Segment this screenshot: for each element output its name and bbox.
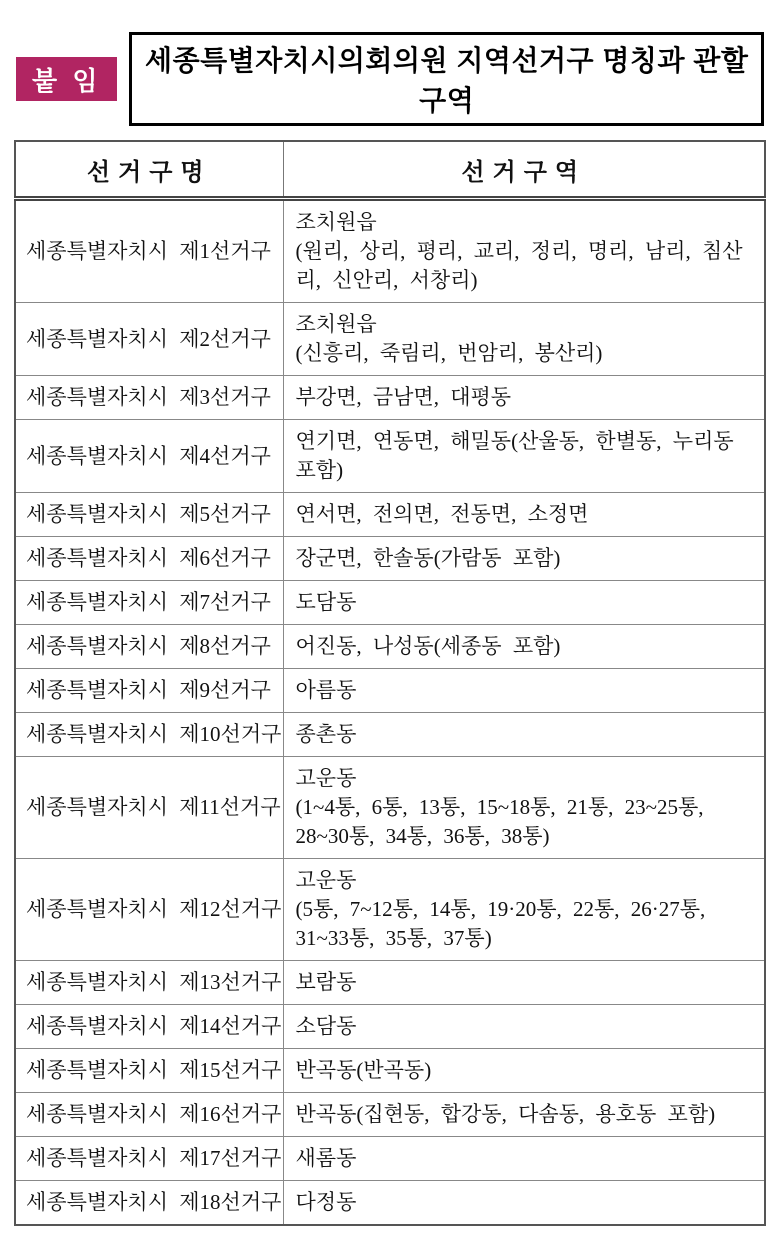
area-line: 부강면, 금남면, 대평동 (295, 385, 512, 409)
district-name-cell: 세종특별자치시 제14선거구 (15, 1005, 283, 1049)
document-header (16, 32, 764, 126)
table-row (15, 1181, 765, 1226)
district-name-cell: 세종특별자치시 제4선거구 (15, 420, 283, 493)
district-name-cell: 세종특별자치시 제6선거구 (15, 537, 283, 581)
district-area-cell (283, 537, 765, 581)
column-header-district-area: 선거구역 (283, 141, 765, 199)
district-name-cell: 세종특별자치시 제1선거구 (15, 199, 283, 303)
area-line: 어진동, 나성동(세종동 포함) (295, 634, 561, 658)
district-area-cell (283, 713, 765, 757)
area-line: 도담동 (295, 590, 357, 614)
table-row (15, 859, 765, 961)
district-name-cell: 세종특별자치시 제5선거구 (15, 493, 283, 537)
district-table-header (15, 141, 765, 199)
table-row (15, 376, 765, 420)
area-line: 조치원읍 (295, 312, 377, 336)
area-line: 다정동 (295, 1190, 357, 1214)
table-row (15, 581, 765, 625)
district-name-cell: 세종특별자치시 제9선거구 (15, 669, 283, 713)
area-line: (신흥리, 죽림리, 번암리, 봉산리) (295, 341, 603, 365)
district-name-cell: 세종특별자치시 제10선거구 (15, 713, 283, 757)
district-area-cell (283, 376, 765, 420)
district-area-cell (283, 1049, 765, 1093)
area-line: 조치원읍 (295, 210, 377, 234)
table-row (15, 669, 765, 713)
area-line: 반곡동(집현동, 합강동, 다솜동, 용호동 포함) (295, 1102, 716, 1126)
table-row (15, 713, 765, 757)
table-row (15, 1005, 765, 1049)
area-line: 연기면, 연동면, 해밀동(산울동, 한별동, 누리동 포함) (295, 429, 734, 482)
district-name-cell: 세종특별자치시 제8선거구 (15, 625, 283, 669)
table-row (15, 961, 765, 1005)
district-area-cell (283, 303, 765, 376)
district-name-cell: 세종특별자치시 제16선거구 (15, 1093, 283, 1137)
district-table-body (15, 199, 765, 1226)
table-row (15, 303, 765, 376)
table-row (15, 493, 765, 537)
district-table (14, 140, 766, 1226)
area-line: (5통, 7~12통, 14통, 19·20통, 22통, 26·27통, 31~33통, 35통, 37통) (295, 897, 706, 950)
district-area-cell (283, 581, 765, 625)
area-line: (1~4통, 6통, 13통, 15~18통, 21통, 23~25통, 28~30통, 34통, 36통, 38통) (295, 795, 704, 848)
table-row (15, 420, 765, 493)
district-area-cell (283, 669, 765, 713)
district-area-cell (283, 625, 765, 669)
table-row (15, 537, 765, 581)
district-area-cell (283, 199, 765, 303)
page-title: 세종특별자치시의회의원 지역선거구 명칭과 관할구역 (129, 32, 764, 126)
area-line: (원리, 상리, 평리, 교리, 정리, 명리, 남리, 침산리, 신안리, 서창리) (295, 239, 743, 292)
district-name-cell: 세종특별자치시 제11선거구 (15, 757, 283, 859)
district-area-cell (283, 961, 765, 1005)
area-line: 새롬동 (295, 1146, 357, 1170)
header-row (15, 141, 765, 199)
table-row (15, 199, 765, 303)
column-header-district-name: 선거구명 (15, 141, 283, 199)
district-name-cell: 세종특별자치시 제17선거구 (15, 1137, 283, 1181)
area-line: 보람동 (295, 970, 357, 994)
district-name-cell: 세종특별자치시 제12선거구 (15, 859, 283, 961)
district-area-cell (283, 757, 765, 859)
district-name-cell: 세종특별자치시 제3선거구 (15, 376, 283, 420)
district-area-cell (283, 420, 765, 493)
district-name-cell: 세종특별자치시 제7선거구 (15, 581, 283, 625)
district-area-cell (283, 859, 765, 961)
table-row (15, 757, 765, 859)
attachment-badge: 붙 임 (16, 57, 117, 101)
district-name-cell: 세종특별자치시 제13선거구 (15, 961, 283, 1005)
district-name-cell: 세종특별자치시 제18선거구 (15, 1181, 283, 1226)
district-area-cell (283, 1005, 765, 1049)
area-line: 소담동 (295, 1014, 357, 1038)
table-row (15, 1137, 765, 1181)
area-line: 고운동 (295, 868, 357, 892)
district-area-cell (283, 1137, 765, 1181)
district-area-cell (283, 1093, 765, 1137)
area-line: 장군면, 한솔동(가람동 포함) (295, 546, 561, 570)
table-row (15, 625, 765, 669)
district-name-cell: 세종특별자치시 제15선거구 (15, 1049, 283, 1093)
area-line: 종촌동 (295, 722, 357, 746)
table-row (15, 1049, 765, 1093)
district-area-cell (283, 1181, 765, 1226)
area-line: 반곡동(반곡동) (295, 1058, 432, 1082)
area-line: 고운동 (295, 766, 357, 790)
district-area-cell (283, 493, 765, 537)
area-line: 아름동 (295, 678, 357, 702)
district-name-cell: 세종특별자치시 제2선거구 (15, 303, 283, 376)
table-row (15, 1093, 765, 1137)
area-line: 연서면, 전의면, 전동면, 소정면 (295, 502, 589, 526)
